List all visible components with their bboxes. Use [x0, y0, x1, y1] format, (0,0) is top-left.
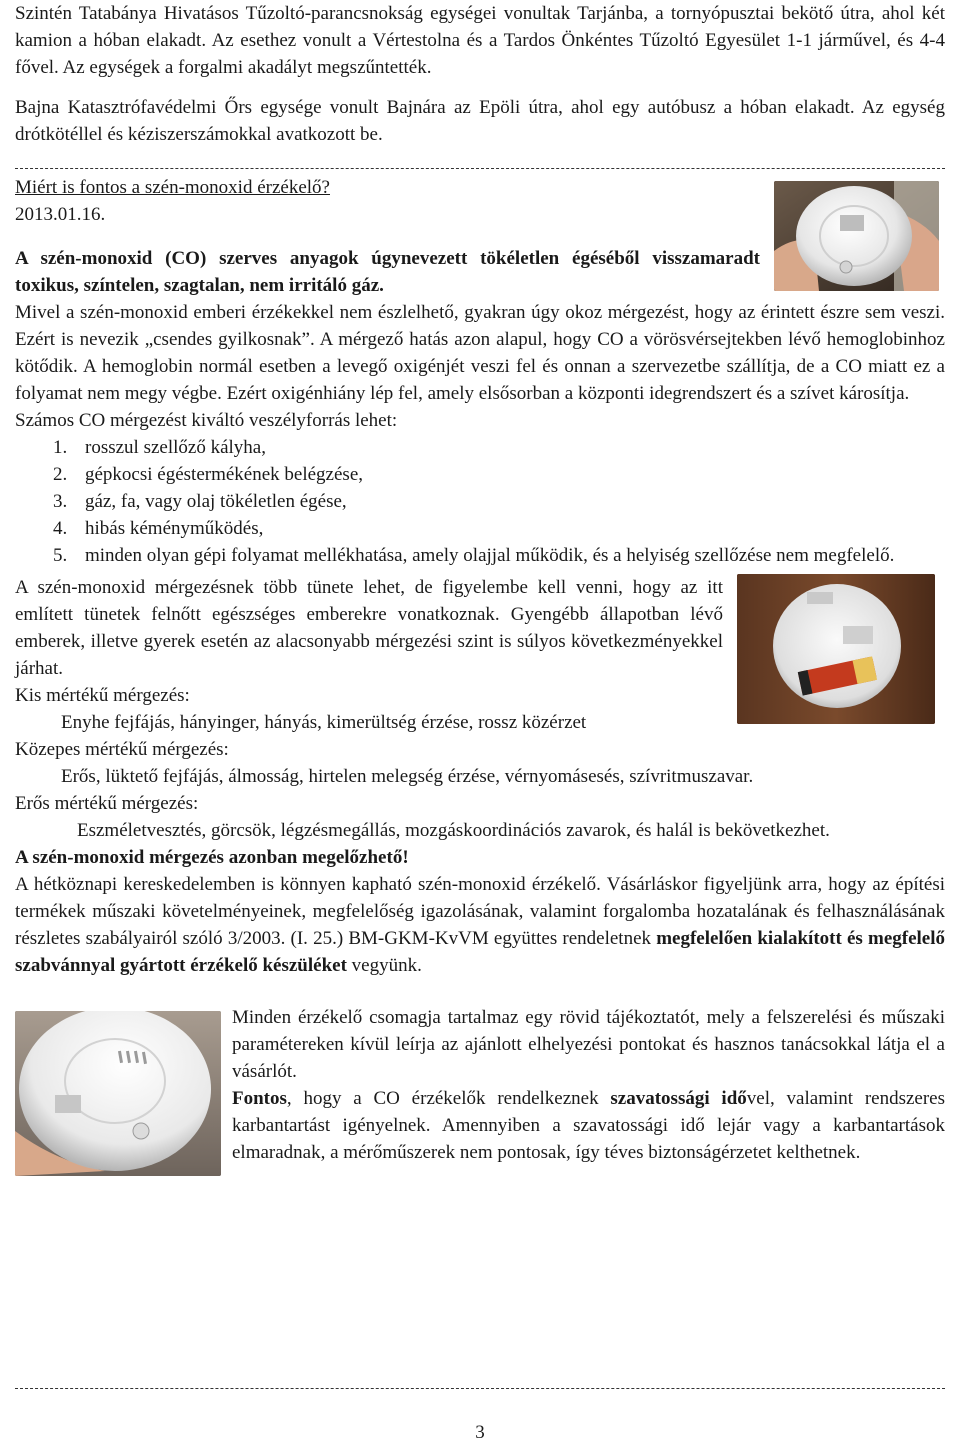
prevent-title: A szén-monoxid mérgezés azonban megelőzhető!: [15, 847, 409, 868]
photo-co-detector-in-hand: [774, 181, 939, 291]
page-number: 3: [475, 1422, 485, 1443]
section-separator: [15, 168, 945, 169]
medium-text: Erős, lüktető fejfájás, álmosság, hirtelen melegség érzése, vérnyomásesés, szívritmuszavar.: [61, 766, 754, 787]
sources-list: [15, 434, 945, 569]
article2-paragraph1: Mivel a szén-monoxid emberi érzékekkel nem észlelhető, gyakran úgy okoz mérgezést, hogy az érintett észre sem veszi. Ezért is nevezik „csendes gyilkosnak”. A mérgező hatás azon alapul, hogy CO a vörösvérsejtekben lévő hemoglobinhoz kötődik. A hemoglobin normál esetben a levegő oxigénjét veszi fel és onnan a szervezetbe szállítja, de a CO miatt ez a folyamat nem megy végbe. Ezért oxigénhiány lép fel, amely elsősorban a központi idegrendszert és a szívet károsítja.: [15, 302, 945, 404]
photo-co-detector-closeup: [15, 1011, 221, 1176]
article1-paragraph2: Bajna Katasztrófavédelmi Őrs egysége vonult Bajnára az Epöli útra, ahol egy autóbusz a hóban elakadt. Az egység drótkötéllel és kéziszerszámokkal avatkozott be.: [15, 97, 945, 145]
article2-lead: A szén-monoxid (CO) szerves anyagok úgynevezett tökéletlen égéséből visszamaradt toxikus, színtelen, szagtalan, nem irritáló gáz.: [15, 248, 760, 296]
list-item: 3. gáz, fa, vagy olaj tökéletlen égése,: [53, 491, 347, 512]
article2-date: 2013.01.16.: [15, 204, 106, 225]
list-item: 1. rosszul szellőző kályha,: [53, 437, 266, 458]
sources-intro: Számos CO mérgezést kiváltó veszélyforrás lehet:: [15, 410, 398, 431]
info-paragraph: Minden érzékelő csomagja tartalmaz egy rövid tájékoztatót, mely a felszerelési és műszaki paramétereken kívül leírja az ajánlott elhelyezési pontokat és hasznos tanácsokkal látja el a vásárlót.: [232, 1007, 945, 1082]
prevent-paragraph: A hétköznapi kereskedelemben is könnyen kapható szén-monoxid érzékelő. Vásárláskor figyeljünk arra, hogy az építési termékek műszaki követelményeinek, megfelelőség igazolásának, valamint forgalomba hozatalának és felhasználásának részletes szabályairól szóló 3/2003. (I. 25.) BM-GKM-KvVM együttes rendeletnek megfelelően kialakított és megfelelő szabvánnyal gyártott érzékelő készüléket vegyünk.: [15, 874, 946, 976]
list-item: 2. gépkocsi égéstermékének belégzése,: [53, 464, 364, 485]
symptoms-intro: A szén-monoxid mérgezésnek több tünete lehet, de figyelembe kell venni, hogy az itt említett tünetek felnőtt egészséges emberekre vonatkoznak. Gyengébb állapotban lévő emberek, illetve gyerek esetén az alacsonyabb mérgezési szint is súlyos következményekkel járhat.: [15, 577, 723, 679]
article2-title[interactable]: Miért is fontos a szén-monoxid érzékelő?: [15, 177, 330, 198]
important-paragraph: Fontos, hogy a CO érzékelők rendelkeznek szavatossági idővel, valamint rendszeres karbantartást igényelnek. Amennyiben a szavatossági idő lejár vagy a karbantartások elmaradnak, a mérőműszerek nem pontosak, így téves biztonságérzetet kelthetnek.: [232, 1088, 946, 1163]
list-item: 5. minden olyan gépi folyamat mellékhatása, amely olajjal működik, és a helyiség szellőzése nem megfelelő.: [53, 545, 895, 566]
mild-text: Enyhe fejfájás, hányinger, hányás, kimerültség érzése, rossz közérzet: [61, 712, 587, 733]
severe-title: Erős mértékű mérgezés:: [15, 793, 199, 814]
article1-paragraph1: Szintén Tatabánya Hivatásos Tűzoltó-parancsnokság egységei vonultak Tarjánba, a tornyópusztai bekötő útra, ahol két kamion a hóban elakadt. Az esethez vonult a Vértestolna és a Tardos Önkéntes Tűzoltó Egyesület 1-1 járművel, és 4-4 fővel. Az egységek a forgalmi akadályt megszűntették.: [15, 3, 945, 78]
severe-text: Eszméletvesztés, görcsök, légzésmegállás, mozgáskoordinációs zavarok, és halál is bekövetkezhet.: [77, 820, 830, 841]
list-item: 4. hibás kéményműködés,: [53, 518, 264, 539]
photo-co-detector-battery: [737, 574, 935, 724]
footer-separator: [15, 1388, 945, 1389]
mild-title: Kis mértékű mérgezés:: [15, 685, 190, 706]
medium-title: Közepes mértékű mérgezés:: [15, 739, 229, 760]
